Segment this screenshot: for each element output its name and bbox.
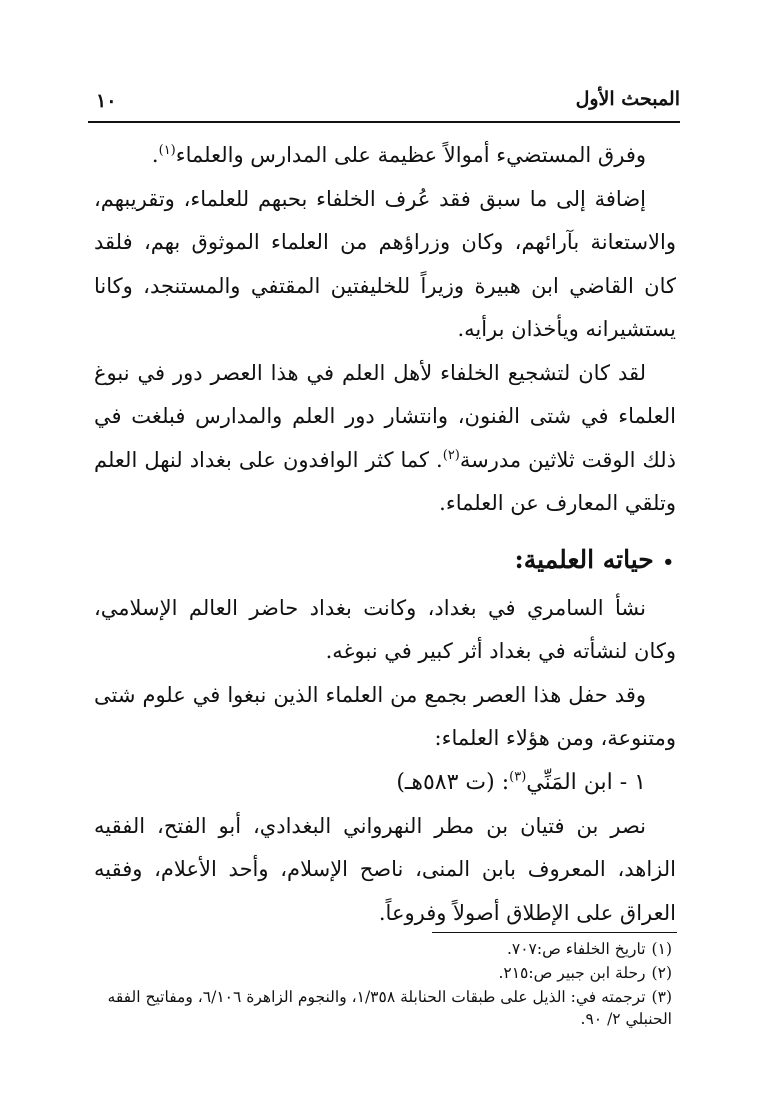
section-heading-text: حياته العلمية: bbox=[514, 544, 654, 574]
section-heading bbox=[94, 538, 676, 585]
page-number: ١٠ bbox=[96, 90, 117, 112]
footnote-3: (٣)ترجمته في: الذيل على طبقات الحنابلة ١/٣٥٨، والنجوم الزاهرة ٦/١٠٦، ومفاتيح الفقه الحنبلي ٢/ ٩٠. bbox=[107, 988, 672, 1028]
scholar-item-heading: ١ - ابن المَنِّي$^{(٣)}$: (ت ٥٨٣هـ) bbox=[396, 769, 646, 795]
footnote-2: (٢)رحلة ابن جبير ص:٢١٥. bbox=[498, 964, 672, 982]
footnote-ref-2: (٢) bbox=[442, 447, 460, 463]
paragraph-scholars-intro: وقد حفل هذا العصر بجمع من العلماء الذين نبغوا في علوم شتى ومتنوعة، ومن هؤلاء العلماء: bbox=[94, 682, 676, 750]
chapter-title: المبحث الأول bbox=[575, 88, 680, 110]
footnote-ref-3: (٣) bbox=[509, 769, 527, 785]
running-header bbox=[88, 88, 680, 118]
paragraph-caliphs-love-scholars: إضافة إلى ما سبق فقد عُرف الخلفاء بحبهم للعلماء، وتقريبهم، والاستعانة بآرائهم، وكان وزراؤهم من العلماء الموثوق بهم، فلقد كان القاضي ابن هبيرة وزيراً للخليفتين المقتفي والمستنجد، وكانا يستشيرانه ويأخذان برأيه. bbox=[94, 186, 676, 341]
footnote-1: (١)تاريخ الخلفاء ص:٧٠٧. bbox=[506, 940, 672, 958]
main-text bbox=[94, 134, 676, 935]
footnote-ref-1: (١) bbox=[158, 143, 176, 158]
header-divider bbox=[88, 121, 680, 123]
paragraph-encouragement: لقد كان لتشجيع الخلفاء لأهل العلم في هذا العصر دور في نبوغ العلماء في شتى الفنون، وانتشار دور العلم والمدارس فبلغت في ذلك الوقت ثلاثين مدرسة$^{(٢)}$. كما كثر الوافدون على بغداد لنهل العلم وتلقي المعارف عن العلماء. bbox=[94, 360, 676, 515]
bullet-icon: • bbox=[662, 551, 674, 573]
footnote-divider bbox=[432, 932, 677, 933]
paragraph-scholar-bio: نصر بن فتيان بن مطر النهرواني البغدادي، أبو الفتح، الفقيه الزاهد، المعروف بابن المنى، ناصح الإسلام، وأحد الأعلام، وفقيه العراق على الإطلاق أصولاً وفروعاً. bbox=[94, 813, 676, 925]
paragraph-upbringing: نشأ السامري في بغداد، وكانت بغداد حاضر العالم الإسلامي، وكان لنشأته في بغداد أثر كبير في نبوغه. bbox=[94, 595, 676, 663]
footnotes bbox=[100, 938, 672, 1032]
paragraph-endowments: وفرق المستضيء أموالاً عظيمة على المدارس والعلماء$^{(١)}$. bbox=[151, 143, 646, 167]
